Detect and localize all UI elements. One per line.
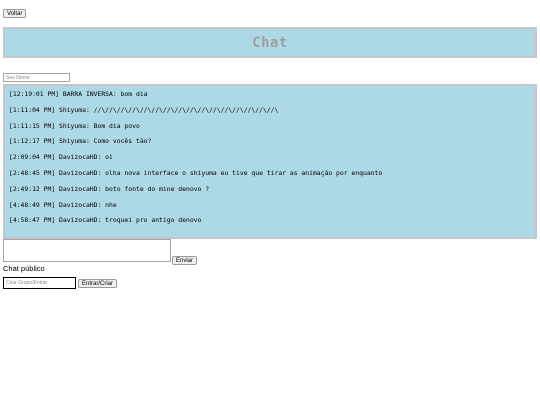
group-input[interactable]	[3, 277, 76, 289]
send-button[interactable]: Enviar	[172, 256, 197, 265]
name-input[interactable]	[3, 73, 70, 82]
message-item: [2:09:04 PM] DavizocaHD: oi	[9, 153, 113, 162]
enter-create-button[interactable]: Entrar/Criar	[78, 279, 117, 288]
message-item: [4:48:49 PM] DavizocaHD: nhe	[9, 200, 117, 209]
message-item: [2:48:45 PM] DavizocaHD: olha nova interface o shiyuma eu tive que tirar as animação por enquanto	[9, 168, 383, 177]
message-item: [1:11:15 PM] Shiyuma: Bom dia povo	[9, 121, 140, 130]
message-input[interactable]	[3, 239, 171, 262]
back-button[interactable]: Voltar	[3, 9, 26, 18]
message-item: [4:58:47 PM] DavizocaHD: troquei pro antigo denovo	[9, 216, 202, 225]
chat-title: Chat	[252, 34, 288, 51]
message-item: [1:11:04 PM] Shiyuma: //\//\//\//\//\//\//\//\//\//\//\//\//\//\//\//\	[9, 105, 279, 114]
public-chat-label: Chat público	[3, 264, 45, 273]
message-item: [12:19:01 PM] BARRA INVERSA: bom dia	[9, 90, 148, 98]
message-list	[3, 84, 537, 239]
chat-header	[3, 27, 537, 58]
message-item: [1:12:17 PM] Shiyuma: Como vocês tão?	[9, 137, 152, 146]
message-item: [2:49:12 PM] DavizocaHD: boto fonte do mine denovo ?	[9, 184, 210, 193]
